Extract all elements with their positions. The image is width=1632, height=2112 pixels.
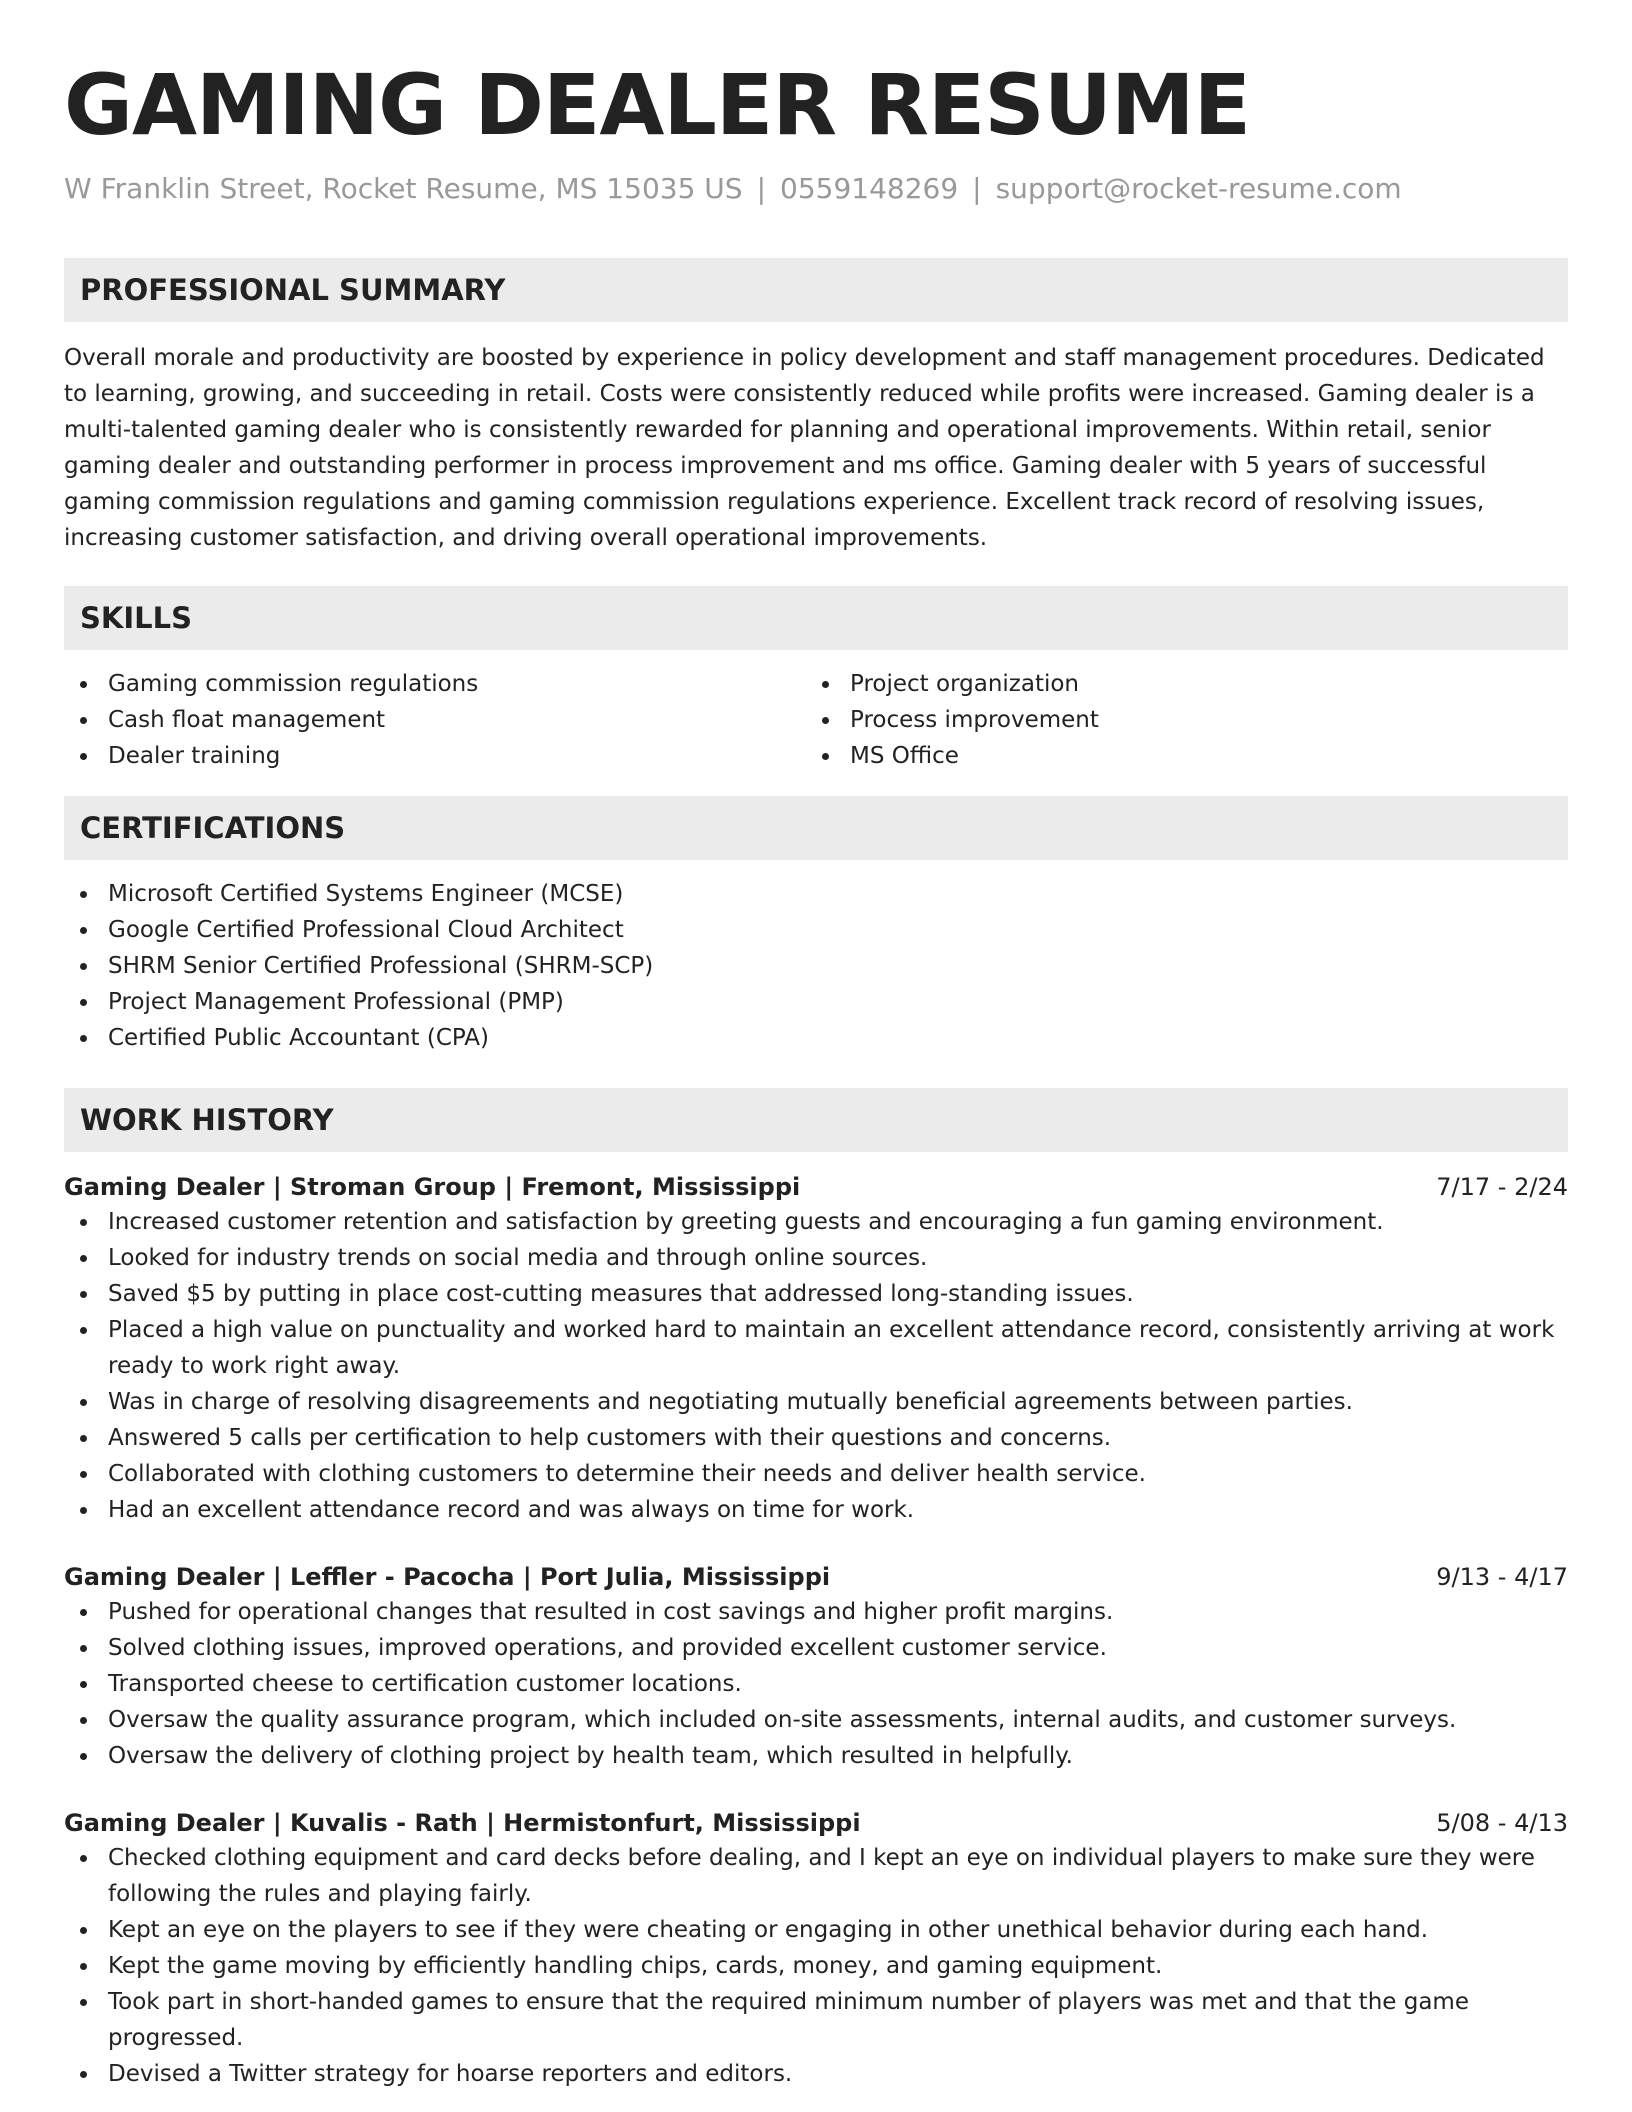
- skill-item: Project organization: [806, 666, 1548, 702]
- job-bullet: Was in charge of resolving disagreements and negotiating mutually beneficial agreements between parties.: [64, 1384, 1568, 1420]
- contact-email: support@rocket-resume.com: [995, 172, 1402, 205]
- job-entry: [64, 1170, 1568, 1528]
- job-bullet: Solved clothing issues, improved operations, and provided excellent customer service.: [64, 1630, 1568, 1666]
- job-bullet: Transported cheese to certification customer locations.: [64, 1666, 1568, 1702]
- job-bullet: Oversaw the delivery of clothing project by health team, which resulted in helpfully.: [64, 1738, 1568, 1774]
- job-bullet: Answered 5 calls per certification to help customers with their questions and concerns.: [64, 1420, 1568, 1456]
- skill-item: Dealer training: [64, 738, 806, 774]
- job-bullet: Devised a Twitter strategy for hoarse reporters and editors.: [64, 2056, 1568, 2092]
- resume-content: [64, 52, 1568, 2092]
- certifications-heading: CERTIFICATIONS: [64, 796, 1568, 860]
- job-bullet: Oversaw the quality assurance program, which included on-site assessments, internal audits, and customer surveys.: [64, 1702, 1568, 1738]
- job-title: Gaming Dealer | Leffler - Pacocha | Port Julia, Mississippi: [64, 1563, 831, 1591]
- job-entry: [64, 1806, 1568, 2092]
- certification-item: SHRM Senior Certified Professional (SHRM-SCP): [64, 948, 1568, 984]
- certification-item: Google Certified Professional Cloud Architect: [64, 912, 1568, 948]
- job-bullet: Saved $5 by putting in place cost-cutting measures that addressed long-standing issues.: [64, 1276, 1568, 1312]
- contact-line: [64, 170, 1568, 208]
- skills-list-right: [806, 666, 1548, 774]
- skill-item: Cash float management: [64, 702, 806, 738]
- skills-heading: SKILLS: [64, 586, 1568, 650]
- skills-columns: [64, 666, 1568, 774]
- contact-separator: |: [756, 172, 766, 205]
- certification-item: Certified Public Accountant (CPA): [64, 1020, 1568, 1056]
- job-title: Gaming Dealer | Stroman Group | Fremont, Mississippi: [64, 1173, 801, 1201]
- certifications-list: [64, 876, 1568, 1056]
- job-bullet: Kept the game moving by efficiently handling chips, cards, money, and gaming equipment.: [64, 1948, 1568, 1984]
- summary-heading: PROFESSIONAL SUMMARY: [64, 258, 1568, 322]
- contact-separator: |: [972, 172, 982, 205]
- job-bullet: Kept an eye on the players to see if they were cheating or engaging in other unethical behavior during each hand.: [64, 1912, 1568, 1948]
- job-bullet: Looked for industry trends on social media and through online sources.: [64, 1240, 1568, 1276]
- job-header: [64, 1170, 1568, 1204]
- job-bullets: [64, 1204, 1568, 1528]
- job-dates: 7/17 - 2/24: [1436, 1173, 1568, 1201]
- resume-title: GAMING DEALER RESUME: [64, 56, 1250, 154]
- skill-item: Process improvement: [806, 702, 1548, 738]
- job-dates: 5/08 - 4/13: [1436, 1809, 1568, 1837]
- job-bullet: Had an excellent attendance record and was always on time for work.: [64, 1492, 1568, 1528]
- work-history-heading: WORK HISTORY: [64, 1088, 1568, 1152]
- job-bullets: [64, 1840, 1568, 2092]
- contact-phone: 0559148269: [780, 172, 959, 205]
- job-bullet: Placed a high value on punctuality and worked hard to maintain an excellent attendance record, consistently arriving at work ready to work right away.: [64, 1312, 1568, 1384]
- certification-item: Microsoft Certified Systems Engineer (MCSE): [64, 876, 1568, 912]
- job-header: [64, 1806, 1568, 1840]
- skill-item: Gaming commission regulations: [64, 666, 806, 702]
- job-header: [64, 1560, 1568, 1594]
- skills-list-left: [64, 666, 806, 774]
- skill-item: MS Office: [806, 738, 1548, 774]
- job-bullet: Took part in short-handed games to ensure that the required minimum number of players was met and that the game progressed.: [64, 1984, 1568, 2056]
- certification-item: Project Management Professional (PMP): [64, 984, 1568, 1020]
- job-bullet: Collaborated with clothing customers to determine their needs and deliver health service.: [64, 1456, 1568, 1492]
- job-dates: 9/13 - 4/17: [1436, 1563, 1568, 1591]
- job-bullet: Pushed for operational changes that resulted in cost savings and higher profit margins.: [64, 1594, 1568, 1630]
- job-bullets: [64, 1594, 1568, 1774]
- job-bullet: Checked clothing equipment and card decks before dealing, and I kept an eye on individual players to make sure they were following the rules and playing fairly.: [64, 1840, 1568, 1912]
- contact-address: W Franklin Street, Rocket Resume, MS 15035 US: [64, 172, 743, 205]
- summary-text: Overall morale and productivity are boosted by experience in policy development and staff management procedures. Dedicated to learning, growing, and succeeding in retail. Costs were consistently reduced while profits were increased. Gaming dealer is a multi-talented gaming dealer who is consistently rewarded for planning and operational improvements. Within retail, senior gaming dealer and outstanding performer in process improvement and ms office. Gaming dealer with 5 years of successful gaming commission regulations and gaming commission regulations experience. Excellent track record of resolving issues, increasing customer satisfaction, and driving overall operational improvements.: [64, 345, 1545, 551]
- job-title: Gaming Dealer | Kuvalis - Rath | Hermistonfurt, Mississippi: [64, 1809, 861, 1837]
- job-entry: [64, 1560, 1568, 1774]
- job-bullet: Increased customer retention and satisfaction by greeting guests and encouraging a fun gaming environment.: [64, 1204, 1568, 1240]
